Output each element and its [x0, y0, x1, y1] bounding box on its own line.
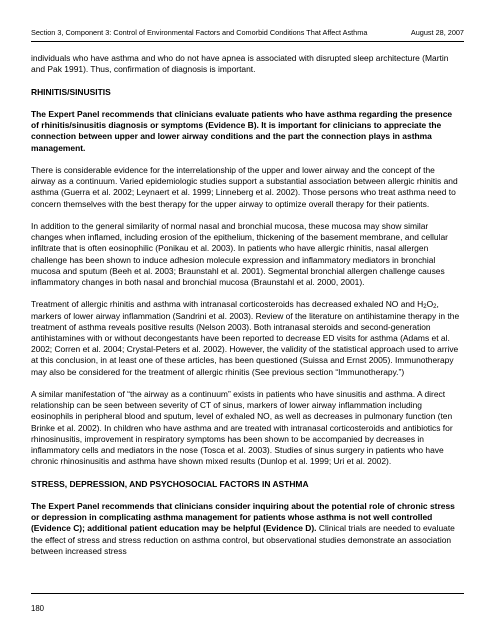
paragraph-apnea-continued: individuals who have asthma and who do not have apnea is associated with disrupted sleep architecture (Martin and Pak 1991). Thus, confirmation of diagnosis is important.: [31, 53, 449, 75]
recommendation-rhinitis: The Expert Panel recommends that clinicians evaluate patients who have asthma regarding the presence of rhinitis/sinusitis diagnosis or symptoms (Evidence B). It is important for clinicians to appreciate the connection between upper and lower airway conditions and the part the connection plays in asthma management.: [31, 108, 453, 153]
subscript-2: 2: [423, 304, 427, 311]
heading-stress-depression: STRESS, DEPRESSION, AND PSYCHOSOCIAL FACTORS IN ASTHMA: [31, 478, 309, 489]
header-divider: [31, 41, 464, 42]
treatment-text-o: O: [426, 299, 434, 310]
page-number: 180: [31, 604, 45, 613]
paragraph-treatment: [31, 299, 461, 377]
header-date: August 28, 2007: [410, 28, 464, 37]
paragraph-sinusitis: A similar manifestation of “the airway as a continuum” exists in patients who have sinusitis and asthma. A direct relationship can be seen between severity of CT of sinus, markers of lower airway inflammation including eosinophils in peripheral blood and sputum, level of exhaled NO, as well as decreases in pulmonary function (ten Brinke et al. 2002). In children who have asthma and are treated with intranasal corticosteroids and antibiotics for rhinosinusitis, improvement in respiratory symptoms has been shown to be accompanied by decreases in inflammatory cells and mediators in the nose (Tosca et al. 2003). Studies of sinus surgery in patients who have chronic rhinosinusitis and asthma have shown mixed results (Dunlop et al. 1999; Uri et al. 2002).: [31, 389, 453, 467]
running-header: [31, 28, 464, 42]
subscript-2: 2: [433, 304, 437, 311]
treatment-text-rest: , markers of lower airway inflammation (Sandrini et al. 2003). Review of the literature on antihistamine therapy in the treatment of asthma reveals positive results (Nelson 2003). Both intranasal steroids and second-generation antihistamines with or without decongestants have been reported to decrease ED visits for asthma (Adams et al. 2002; Corren et al. 2004; Crystal-Peters et al. 2002). However, the validity of the statistical approach used to arrive at this conclusion, in at least one of these articles, has been questioned (Suissa and Ernst 2005). Immunotherapy may also be considered for the treatment of allergic rhinitis (See previous section “Immunotherapy.”): [31, 299, 460, 377]
paragraph-airway-continuum: There is considerable evidence for the interrelationship of the upper and lower airway and the concept of the airway as a continuum. Varied epidemiologic studies support a substantial association between allergic rhinitis and asthma (Guerra et al. 2002; Leynaert et al. 1999; Linneberg et al. 2002). Those persons who treat asthma need to concern themselves with the best therapy for the upper airway to optimize overall therapy for their patients.: [31, 164, 458, 209]
section-title: Section 3, Component 3: Control of Environmental Factors and Comorbid Conditions That Affect Asthma: [31, 28, 368, 37]
page-body: [31, 53, 461, 568]
stress-text-tail: Clinical trials are needed to evaluate the effect of stress and stress reduction on asthma control, but observational studies demonstrate an association between increased stress: [31, 523, 455, 556]
recommendation-stress: The Expert Panel recommends that clinicians consider inquiring about the potential role of chronic stress or depression in complicating asthma management for patients whose asthma is not well controlled (Evidence C); additional patient education may be helpful (Evidence D).: [31, 501, 455, 534]
paragraph-mucosa: In addition to the general similarity of normal nasal and bronchial mucosa, these mucosa may show similar changes when inflamed, including erosion of the epithelium, thickening of the basement membrane, and cellular infiltrate that is often eosinophilic (Ponikau et al. 2003). In patients who have allergic rhinitis, nasal allergen challenge has been shown to induce adhesion molecule expression and inflammatory mediators in bronchial mucosa and sputum (Beeh et al. 2003; Braunstahl et al. 2001). Segmental bronchial allergen challenge causes inflammatory changes in both nasal and bronchial mucosa (Braunstahl et al. 2000, 2001).: [31, 220, 448, 287]
heading-rhinitis-sinusitis: RHINITIS/SINUSITIS: [31, 86, 111, 97]
footer-divider: [31, 593, 464, 594]
paragraph-stress: [31, 501, 461, 557]
treatment-text-start: Treatment of allergic rhinitis and asthma with intranasal corticosteroids has decreased exhaled NO and H: [31, 299, 424, 310]
